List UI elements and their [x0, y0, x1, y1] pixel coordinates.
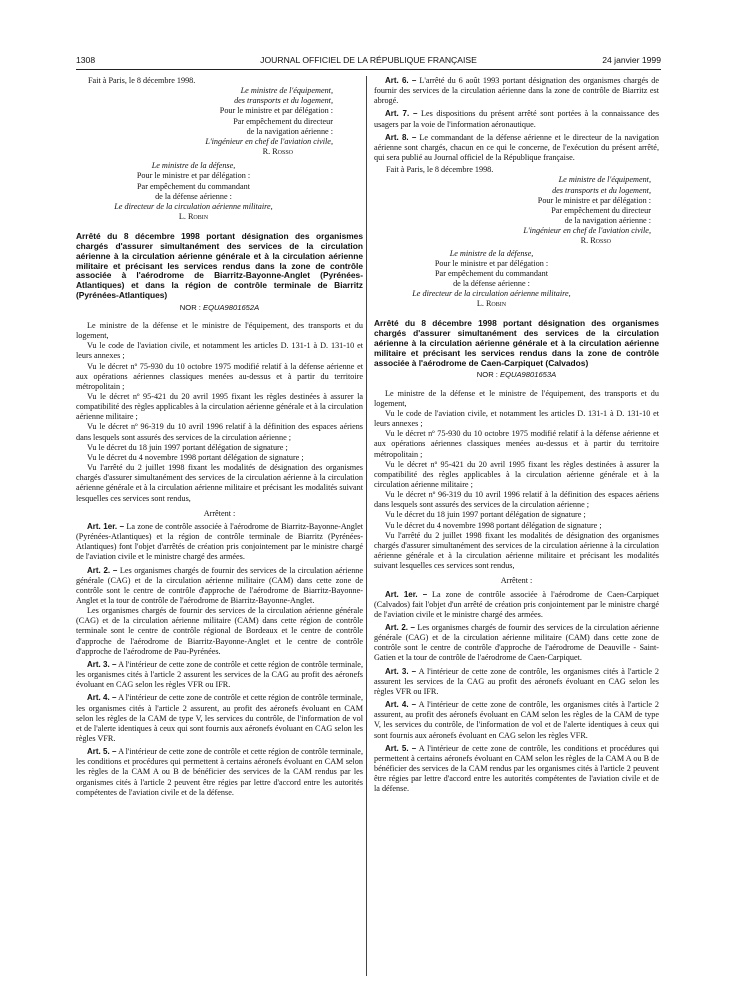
visa: Vu le décret du 18 juin 1997 portant délégation de signature ;	[385, 510, 586, 520]
left-column	[76, 76, 363, 798]
article-label: Art. 3. –	[87, 659, 117, 669]
visa: Vu le décret nº 95-421 du 20 avril 1995 fixant les règles destinées à assurer la compatibilité des règles applicables à la circulation aérienne générale et à la circulation aérienne militaire ;	[76, 392, 363, 422]
article	[76, 566, 363, 607]
article-text: A l'intérieur de cette zone de contrôle, les organismes cités à l'article 2 assurent, au profit des aéronefs évoluant en CAM selon les règles de la CAM de type V, les services du contrôle, de l'information de vol et de l'alerte identiques à ceux qui sont fournis aux aéronefs évoluant en CAG selon les règles VFR.	[374, 700, 659, 740]
signatory-name: R. Rosso	[262, 147, 293, 157]
article-label: Art. 8. –	[385, 132, 417, 142]
article	[374, 76, 659, 106]
article-text: A l'intérieur de cette zone de contrôle et cette région de contrôle terminale, les organismes cités à l'article 2 assurent, au profit des aéronefs évoluant en CAM selon les règles de la CAM de type V, les services du contrôle, de l'information de vol et de l'alerte identiques à ceux qui sont fournis aux aéronefs évoluant en CAG selon les règles VFR.	[76, 693, 363, 744]
article-text: A l'intérieur de cette zone de contrôle et cette région de contrôle terminale, les organismes cités à l'article 2 assurent les services de la CAG au profit des aéronefs évoluant en CAG selon les règles VFR ou IFR.	[76, 659, 363, 690]
article-text: Les organismes chargés de fournir des services de la circulation aérienne générale (CAG) et de la circulation aérienne militaire (CAM) dans cette zone de contrôle sont le centre de contrôle d'approche de l'aérodrome de Deauville - Saint-Gatien et la tour de contrôle de l'aérodrome de Caen-Carpiquet.	[374, 623, 660, 663]
signature-line: Le directeur de la circulation aérienne militaire,	[412, 289, 571, 299]
nor-code: EQUA9801653A	[500, 370, 557, 380]
article-label: Art. 1er. –	[385, 589, 428, 599]
signature-line: L'ingénieur en chef de l'aviation civile,	[205, 136, 333, 146]
signature-line: de la navigation aérienne :	[564, 216, 651, 226]
nor-code: EQUA9801652A	[203, 302, 260, 312]
preamble: Le ministre de la défense et le ministre de l'équipement, des transports et du logement,	[374, 388, 659, 408]
visa: Vu le décret nº 75-930 du 10 octobre 1975 modifié relatif à la défense aérienne et aux opérations aériennes classiques menées au-dessus et à partir du territoire métropolitain ;	[76, 361, 363, 391]
signature-block-equipement	[374, 165, 659, 246]
signature-line: Le ministre de la défense,	[449, 248, 534, 258]
visa: Vu le décret nº 95-421 du 20 avril 1995 fixant les règles destinées à assurer la compatibilité des règles applicables à la circulation aérienne générale et à la circulation aérienne militaire ;	[374, 459, 659, 489]
article	[374, 133, 659, 163]
article-text: L'arrêté du 6 août 1993 portant désignation des organismes chargés de fournir des services de la circulation aérienne dans la zone de contrôle de Biarritz est abrogé.	[374, 76, 660, 106]
signature-place-date: Fait à Paris, le 8 décembre 1998.	[88, 76, 196, 85]
issue-date: 24 janvier 1999	[602, 55, 661, 65]
right-column	[374, 76, 659, 795]
signature-line: Le ministre de la défense,	[151, 161, 236, 171]
visa: Vu le décret nº 75-930 du 10 octobre 1975 modifié relatif à la défense aérienne et aux opérations aériennes classiques menées au-dessus et à partir du territoire métropolitain ;	[374, 429, 659, 459]
signature-line: des transports et du logement,	[552, 185, 651, 195]
article-label: Art. 3. –	[385, 666, 417, 676]
signature-line: Par empêchement du commandant	[137, 181, 250, 191]
signatory-name: L. Robin	[178, 212, 209, 222]
header-rule	[76, 69, 661, 70]
signature-line: de la défense aérienne :	[155, 191, 232, 201]
arretent-heading: Arrêtent :	[203, 508, 236, 518]
article	[76, 747, 363, 798]
article	[374, 590, 659, 620]
signature-block-defense	[374, 249, 609, 310]
article-label: Art. 7. –	[385, 109, 418, 119]
article-text: A l'intérieur de cette zone de contrôle, les conditions et procédures qui permettent à certains aéronefs évoluant en CAM selon les règles de la CAM A ou B de bénéficier des services de la CAM rendus par les organismes cités à l'article 2 peuvent être régies par lettre d'accord entre les autorités compétentes de l'aviation civile et de la défense.	[374, 743, 659, 794]
article	[76, 660, 363, 690]
article-text: La zone de contrôle associée à l'aérodrome de Caen-Carpiquet (Calvados) fait l'objet d'un arrêté de création pris conjointement par le ministre chargé de l'aviation civile et le ministre chargé des armées.	[374, 589, 660, 619]
signature-line: Par empêchement du commandant	[435, 268, 548, 278]
signature-block-defense	[76, 161, 311, 222]
signature-line: de la navigation aérienne :	[246, 126, 333, 136]
article	[374, 109, 659, 129]
signature-line: Le directeur de la circulation aérienne militaire,	[114, 201, 273, 211]
preamble: Le ministre de la défense et le ministre de l'équipement, des transports et du logement,	[76, 320, 363, 341]
visa: Vu le décret du 4 novembre 1998 portant délégation de signature ;	[87, 452, 304, 462]
article-text: A l'intérieur de cette zone de contrôle, les organismes cités à l'article 2 assurent les services de la CAG au profit des aéronefs évoluant en CAG selon les règles VFR ou IFR.	[374, 666, 659, 696]
decree-title: Arrêté du 8 décembre 1998 portant désignation des organismes chargés d'assurer simultanément des services de la circulation aérienne à la circulation aérienne générale et à la circulation aérienne militaire et précisant les services rendus dans la zone de contrôle associée à l'aérodrome de Caen-Carpiquet (Calvados)	[374, 318, 659, 368]
article-label: Art. 4. –	[385, 700, 417, 710]
signature-line: des transports et du logement,	[234, 96, 333, 106]
signature-place-date: Fait à Paris, le 8 décembre 1998.	[386, 165, 494, 175]
article-text: Les organismes chargés de fournir des services de la circulation aérienne générale (CAG) et de la circulation aérienne militaire (CAM) dans cette région de contrôle terminale sont le centre de contrôle régional de Bordeaux et le centre de contrôle d'approche de l'aérodrome de Biarritz-Bayonne-Anglet et le centre de contrôle d'approche de l'aérodrome de Pau-Pyrénées.	[76, 606, 363, 656]
article-label: Art. 1er. –	[87, 521, 125, 531]
article-label: Art. 4. –	[87, 693, 117, 703]
visa: Vu le décret nº 96-319 du 10 avril 1996 relatif à la définition des espaces aériens dans lesquels sont assurés des services de la circulation aérienne ;	[374, 490, 659, 510]
signatory-name: R. Rosso	[580, 236, 611, 246]
nor-reference: NOR : EQUA9801652A	[179, 302, 260, 312]
signature-line: L'ingénieur en chef de l'aviation civile,	[523, 226, 651, 236]
visa: Vu le décret du 18 juin 1997 portant délégation de signature ;	[87, 442, 288, 452]
article-text: Les dispositions du présent arrêté sont portées à la connaissance des usagers par la voie de l'information aéronautique.	[374, 109, 660, 129]
article	[374, 700, 659, 741]
visa: Vu le décret nº 96-319 du 10 avril 1996 relatif à la définition des espaces aériens dans lesquels sont assurés des services de la circulation aérienne ;	[76, 422, 363, 442]
article-label: Art. 6. –	[385, 76, 417, 85]
signature-line: Le ministre de l'équipement,	[240, 86, 333, 96]
signature-line: Pour le ministre et par délégation :	[434, 258, 549, 268]
signature-line: Pour le ministre et par délégation :	[219, 106, 333, 116]
article-text: Les organismes chargés de fournir des services de la circulation aérienne générale (CAG) et de la circulation aérienne militaire (CAM) dans cette zone de contrôle sont le centre de contrôle d'approche de l'aérodrome de Biarritz-Bayonne-Anglet et la tour de contrôle de l'aérodrome de Biarritz-Bayonne-Anglet.	[76, 565, 364, 605]
article-text: A l'intérieur de cette zone de contrôle et cette région de contrôle terminale, les conditions et procédures qui permettent à certains aéronefs évoluant en CAM selon les règles de la CAM A ou B de bénéficier des services de la CAM rendus par les organismes cités à l'article 2 peuvent être régies par lettre d'accord entre les autorités compétentes de l'aviation civile et de la défense.	[76, 747, 363, 797]
signature-lines	[76, 86, 333, 157]
article	[76, 522, 363, 563]
article-label: Art. 2. –	[87, 565, 118, 575]
signature-line: de la défense aérienne :	[453, 278, 530, 288]
article-label: Art. 2. –	[385, 623, 415, 633]
signature-line: Le ministre de l'équipement,	[558, 175, 651, 185]
signature-line: Pour le ministre et par délégation :	[136, 171, 251, 181]
signatory-name: L. Robin	[476, 299, 507, 309]
decree-title: Arrêté du 8 décembre 1998 portant désignation des organismes chargés d'assurer simultanément des services de la circulation aérienne à la circulation aérienne générale et à la circulation aérienne militaire et précisant les services rendus dans la zone de contrôle associée à l'aérodrome de Biarritz-Bayonne-Anglet (Pyrénées-Atlantiques) et dans la région de contrôle terminale de Biarritz (Pyrénées-Atlantiques)	[76, 231, 363, 300]
page-header	[76, 55, 661, 69]
visa: Vu le code de l'aviation civile, et notamment les articles D. 131-1 à D. 131-10 et leurs annexes ;	[76, 341, 363, 361]
visa: Vu le décret du 4 novembre 1998 portant délégation de signature ;	[385, 520, 602, 530]
article-text: Le commandant de la défense aérienne et le directeur de la navigation aérienne sont chargés, chacun en ce qui le concerne, de l'exécution du présent arrêté, qui sera publié au Journal officiel de la République française.	[374, 132, 660, 163]
article	[374, 667, 659, 697]
signature-line: Par empêchement du directeur	[551, 205, 651, 215]
article	[76, 693, 363, 744]
article-continuation	[76, 606, 363, 657]
signature-line: Par empêchement du directeur	[233, 116, 333, 126]
journal-title: JOURNAL OFFICIEL DE LA RÉPUBLIQUE FRANÇAISE	[260, 55, 477, 65]
arretent-heading: Arrêtent :	[500, 576, 533, 586]
signature-block-equipement	[76, 76, 363, 157]
article	[374, 744, 659, 795]
article-label: Art. 5. –	[87, 747, 117, 757]
visa: Vu l'arrêté du 2 juillet 1998 fixant les modalités de désignation des organismes chargés d'assurer simultanément des services de la circulation aérienne à la circulation aérienne générale et à la circulation aérienne militaire et précisant les modalités suivant lesquelles ces services sont rendus,	[374, 530, 659, 571]
visa: Vu l'arrêté du 2 juillet 1998 fixant les modalités de désignation des organismes chargés d'assurer simultanément des services de la circulation aérienne à la circulation aérienne générale et à la circulation aérienne militaire et précisant les modalités suivant lesquelles ces services sont rendus,	[76, 463, 363, 503]
signature-line: Pour le ministre et par délégation :	[537, 195, 651, 205]
article-label: Art. 5. –	[385, 743, 417, 753]
nor-reference: NOR : EQUA9801653A	[476, 370, 557, 380]
article-text: La zone de contrôle associée à l'aérodrome de Biarritz-Bayonne-Anglet (Pyrénées-Atlantiques) et la région de contrôle terminale de Biarritz (Pyrénées-Atlantiques) font l'objet d'arrêtés de création pris conjointement par le ministre chargé de l'aviation civile et le ministre chargé des armées.	[76, 521, 364, 562]
visa: Vu le code de l'aviation civile, et notamment les articles D. 131-1 à D. 131-10 et leurs annexes ;	[374, 408, 659, 429]
page-number: 1308	[76, 55, 96, 65]
article	[374, 623, 659, 664]
column-divider	[366, 76, 367, 976]
signature-lines	[374, 175, 651, 246]
